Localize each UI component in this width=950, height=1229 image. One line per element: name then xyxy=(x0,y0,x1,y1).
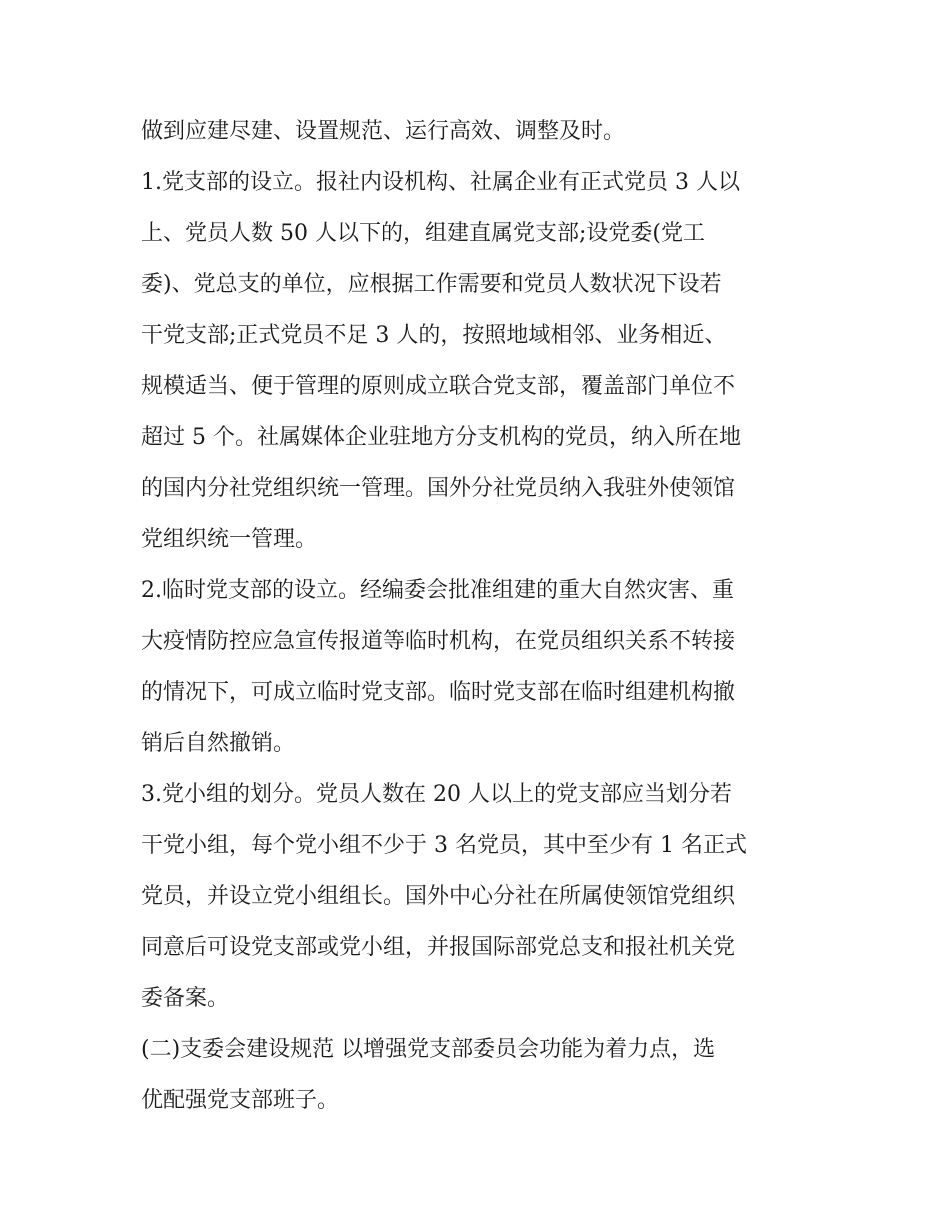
text-line: 上、党员人数 50 人以下的，组建直属党支部;设党委(党工 xyxy=(141,221,705,246)
text-line: (二)支委会建设规范 以增强党支部委员会功能为着力点，选 xyxy=(141,1037,716,1062)
text-line: 干党支部;正式党员不足 3 人的，按照地域相邻、业务相近、 xyxy=(141,323,727,348)
text-line: 优配强党支部班子。 xyxy=(141,1088,340,1113)
text-line: 的情况下，可成立临时党支部。临时党支部在临时组建机构撤 xyxy=(141,680,736,705)
text-line: 党员，并设立党小组组长。国外中心分社在所属使领馆党组织 xyxy=(141,884,736,909)
text-line: 规模适当、便于管理的原则成立联合党支部，覆盖部门单位不 xyxy=(141,374,736,399)
text-line: 委)、党总支的单位，应根据工作需要和党员人数状况下设若 xyxy=(141,272,722,297)
text-line: 大疫情防控应急宣传报道等临时机构，在党员组织关系不转接 xyxy=(141,629,736,654)
text-line: 干党小组，每个党小组不少于 3 名党员，其中至少有 1 名正式 xyxy=(141,833,747,858)
text-line: 同意后可设党支部或党小组，并报国际部党总支和报社机关党 xyxy=(141,935,736,960)
text-line: 党组织统一管理。 xyxy=(141,527,318,552)
text-line: 做到应建尽建、设置规范、运行高效、调整及时。 xyxy=(141,119,626,144)
text-line: 委备案。 xyxy=(141,986,230,1011)
text-line: 的国内分社党组织统一管理。国外分社党员纳入我驻外使领馆 xyxy=(141,476,736,501)
text-line: 1.党支部的设立。报社内设机构、社属企业有正式党员 3 人以 xyxy=(141,170,740,195)
document-body xyxy=(141,106,821,1126)
text-line: 销后自然撤销。 xyxy=(141,731,296,756)
text-line: 超过 5 个。社属媒体企业驻地方分支机构的党员，纳入所在地 xyxy=(141,425,741,450)
text-line: 3.党小组的划分。党员人数在 20 人以上的党支部应当划分若 xyxy=(141,782,732,807)
text-line: 2.临时党支部的设立。经编委会批准组建的重大自然灾害、重 xyxy=(141,578,734,603)
